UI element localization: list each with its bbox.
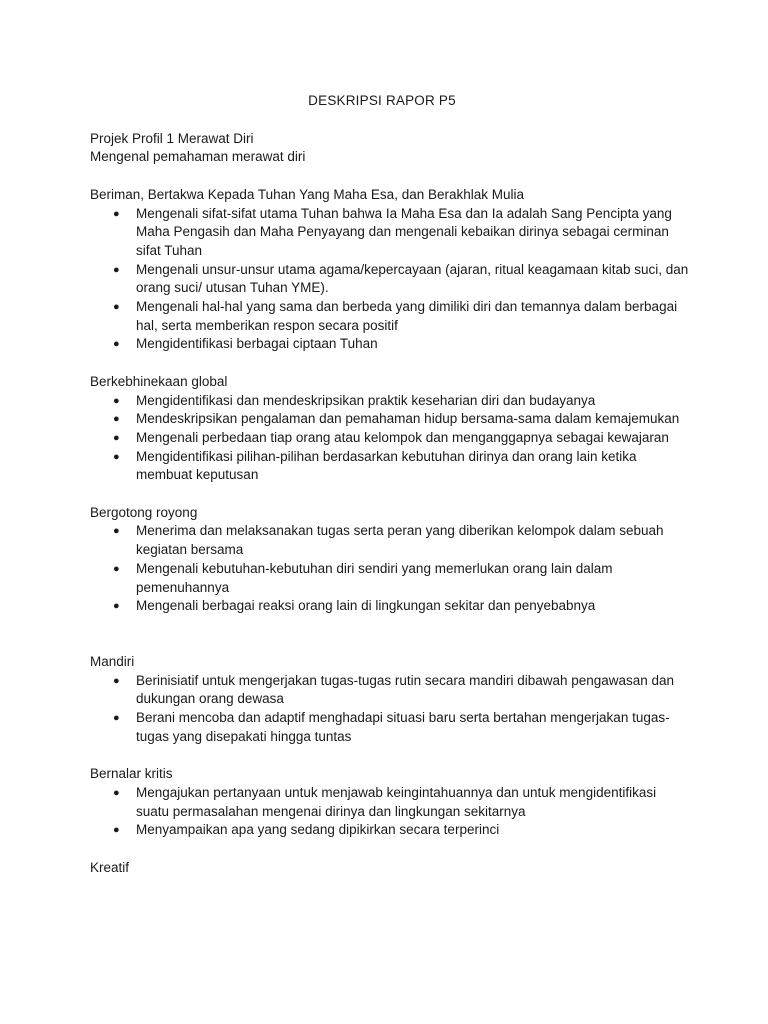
- bullet-list: [90, 392, 690, 486]
- list-item-text: Mengajukan pertanyaan untuk menjawab keingintahuannya dan untuk mengidentifikasi suatu permasalahan mengenai dirinya dan lingkungan sekitarnya: [136, 784, 657, 819]
- subtitle-line: Mengenal pemahaman merawat diri: [90, 149, 306, 165]
- list-item: [90, 709, 690, 746]
- bullet-icon: ●: [113, 525, 120, 538]
- list-item: [90, 560, 690, 597]
- list-item: [90, 410, 690, 429]
- bullet-icon: ●: [113, 824, 120, 837]
- list-item-text: Mengenali perbedaan tiap orang atau kelompok dan menganggapnya sebagai kewajaran: [136, 429, 669, 445]
- list-item-text: Mengidentifikasi pilihan-pilihan berdasarkan kebutuhan dirinya dan orang lain ketika membuat keputusan: [136, 448, 637, 483]
- section-beriman: [90, 186, 690, 354]
- bullet-icon: ●: [113, 301, 120, 314]
- bullet-icon: ●: [113, 338, 120, 351]
- bullet-icon: ●: [113, 263, 120, 276]
- list-item-text: Mengenali unsur-unsur utama agama/kepercayaan (ajaran, ritual keagamaan kitab suci, dan orang suci/ utusan Tuhan YME).: [136, 261, 689, 296]
- list-item: [90, 597, 690, 616]
- list-item-text: Berinisiatif untuk mengerjakan tugas-tugas rutin secara mandiri dibawah pengawasan dan dukungan orang dewasa: [136, 672, 675, 707]
- bullet-icon: ●: [113, 562, 120, 575]
- section-heading: Bernalar kritis: [90, 766, 173, 782]
- list-item: [90, 335, 690, 354]
- bullet-icon: ●: [113, 394, 120, 407]
- list-item: [90, 205, 690, 261]
- section-heading: Beriman, Bertakwa Kepada Tuhan Yang Maha Esa, dan Berakhlak Mulia: [90, 186, 525, 202]
- bullet-list: [90, 205, 690, 355]
- document-title: DESKRIPSI RAPOR P5: [308, 93, 456, 108]
- list-item: [90, 261, 690, 298]
- section-heading: Berkebhinekaan global: [90, 373, 228, 389]
- list-item: [90, 392, 690, 411]
- section-berkebhinekaan: [90, 373, 690, 485]
- list-item-text: Menerima dan melaksanakan tugas serta peran yang diberikan kelompok dalam sebuah kegiatan bersama: [136, 523, 664, 558]
- section-bergotong-royong: [90, 504, 690, 616]
- project-line: Projek Profil 1 Merawat Diri: [90, 130, 254, 146]
- bullet-icon: ●: [113, 450, 120, 463]
- list-item: [90, 672, 690, 709]
- document-page: [90, 92, 690, 877]
- list-item-text: Mendeskripsikan pengalaman dan pemahaman hidup bersama-sama dalam kemajemukan: [136, 411, 680, 427]
- list-item: [90, 448, 690, 485]
- bullet-icon: ●: [113, 600, 120, 613]
- bullet-list: [90, 784, 690, 840]
- list-item-text: Berani mencoba dan adaptif menghadapi situasi baru serta bertahan mengerjakan tugas-tugas yang disepakati hingga tuntas: [136, 710, 670, 744]
- list-item: [90, 429, 690, 448]
- list-item: [90, 784, 690, 821]
- bullet-icon: ●: [113, 786, 120, 799]
- section-mandiri: [90, 653, 690, 747]
- list-item-text: Mengenali sifat-sifat utama Tuhan bahwa Ia Maha Esa dan Ia adalah Sang Pencipta yang Maha Pengasih dan Maha Penyayang dan mengenali kebaikan dirinya sebagai cerminan sifat Tuhan: [136, 205, 672, 258]
- list-item-text: Mengidentifikasi berbagai ciptaan Tuhan: [136, 336, 378, 352]
- list-item-text: Mengidentifikasi dan mendeskripsikan praktik keseharian diri dan budayanya: [136, 392, 596, 408]
- list-item: [90, 821, 690, 840]
- bullet-icon: ●: [113, 207, 120, 220]
- list-item-text: Mengenali berbagai reaksi orang lain di lingkungan sekitar dan penyebabnya: [136, 598, 596, 614]
- intro-block: [90, 130, 690, 167]
- section-heading: Bergotong royong: [90, 504, 198, 520]
- list-item-text: Menyampaikan apa yang sedang dipikirkan secara terperinci: [136, 822, 500, 838]
- bullet-icon: ●: [113, 674, 120, 687]
- section-bernalar-kritis: [90, 765, 690, 840]
- list-item-text: Mengenali hal-hal yang sama dan berbeda yang dimiliki diri dan temannya dalam berbagai hal, serta memberikan respon secara positif: [136, 299, 678, 333]
- list-item: [90, 522, 690, 559]
- list-item: [90, 298, 690, 335]
- bullet-icon: ●: [113, 413, 120, 426]
- bullet-list: [90, 672, 690, 747]
- section-heading: Mandiri: [90, 653, 135, 669]
- list-item-text: Mengenali kebutuhan-kebutuhan diri sendiri yang memerlukan orang lain dalam pemenuhannya: [136, 560, 613, 595]
- bullet-list: [90, 522, 690, 616]
- section-heading-kreatif: Kreatif: [90, 859, 130, 875]
- bullet-icon: ●: [113, 712, 120, 725]
- bullet-icon: ●: [113, 431, 120, 444]
